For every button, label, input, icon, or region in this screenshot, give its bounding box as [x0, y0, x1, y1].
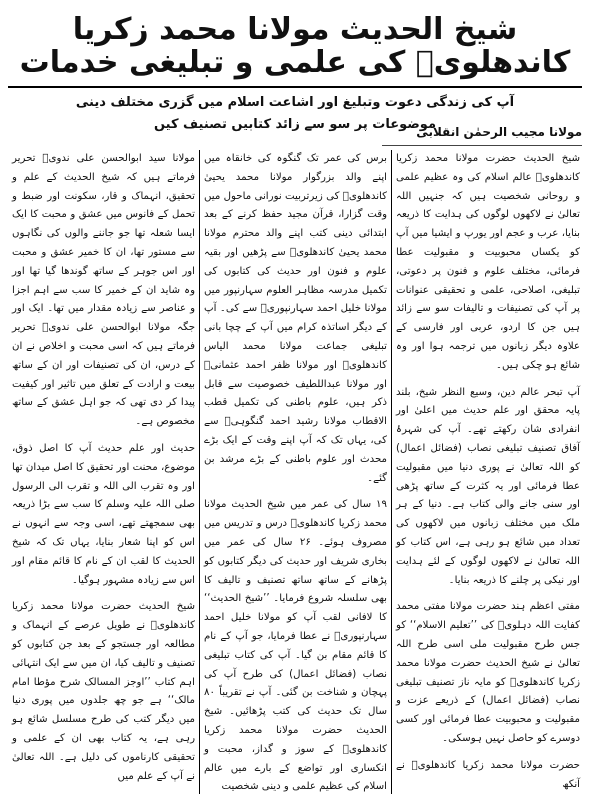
- article-headline: شیخ الحدیث مولانا محمد زکریا کاندھلویؒ کی علمی و تبلیغی خدمات: [8, 6, 582, 88]
- paragraph: مولانا سید ابوالحسن علی ندویؒ تحریر فرماتے ہیں کہ شیخ الحدیث کے علم و تحقیق، انہماک و قار، سکونت اور ضبط و تحمل کے فانوس میں عشق و محبت کا ایک ایسا شعلہ تھا جو جاننے والوں کی نگاہوں سے مستور تھا، ان کا خمیر عشق و محبت اور اس جوہر کے ساتھ گوندھا گیا تھا اور وہ شاید ان کے خمیر کا سب سے اہم اجزا و عناصر سے زیادہ مقدار میں تھا۔ ایک اور جگہ مولانا ابوالحسن علی ندویؒ تحریر فرماتے ہیں کہ اسی محبت و اخلاص نے ان کے درس، ان کی تصنیفات اور ان کے ساتھ بیعت و ارادت کے تعلق میں تاثیر اور کیفیت پیدا کر دی تھی کہ جو اہل عشق کے ساتھ مخصوص ہے۔: [12, 153, 195, 428]
- article-column-middle: [200, 150, 392, 794]
- paragraph: شیخ الحدیث حضرت مولانا محمد زکریا کاندھلویؒ نے طویل عرصے کے انہماک و مطالعہ اور جستجو کے بعد جن کتابوں کو تصنیف و تالیف کیا، ان میں سے ایک انتہائی اہم کتاب ’’اوجز المسالک شرح مؤطا امام مالک‘‘ ہے جو چھ جلدوں میں پوری دنیا میں دیگر کتب کی طرح مسلسل شائع ہو رہی ہے، یہ کتاب بھی ان کے علمی و تحقیقی کارناموں کی دلیل ہے۔ اللہ تعالیٰ نے آپ کے علم میں: [12, 601, 195, 782]
- article-subheadline: آپ کی زندگی دعوت وتبلیغ اور اشاعت اسلام میں گزری مختلف دینی موضوعات پر سو سے زائد کتابیں تصنیف کیں: [75, 95, 515, 132]
- article-column-right: [392, 150, 584, 794]
- paragraph: حضرت مولانا محمد زکریا کاندھلویؒ نے آنکھ: [396, 759, 580, 790]
- paragraph: ۱۹ سال کی عمر میں شیخ الحدیث مولانا محمد زکریا کاندھلویؒ درس و تدریس میں مصروف ہوئے۔ ۲۶ سال کی عمر میں بخاری شریف اور حدیث کی دیگر کتابوں کو پڑھانے کے ساتھ ساتھ تصنیف و تالیف کا بھی سلسلہ شروع فرمایا۔ ’’شیخ الحدیث‘‘ کا لافانی لقب آپ کو مولانا خلیل احمد سہارنپوریؒ نے عطا فرمایا، جو آپ کے نام کا قائم مقام بن گیا۔ آپ کی کتاب تبلیغی نصاب (فضائل اعمال) کی طرح آپ کی پہچان و شناخت بن گئی۔ آپ نے تقریباً ۸۰ سال تک حدیث کی کتب پڑھائیں۔ شیخ الحدیث حضرت مولانا محمد زکریا کاندھلویؒ کے سوز و گداز، محبت و انکساری اور تواضع کے بارے میں عالم اسلام کی عظیم علمی و دینی شخصیت: [204, 499, 387, 793]
- paragraph: شیخ الحدیث حضرت مولانا محمد زکریا کاندھلویؒ عالم اسلام کی وہ عظیم علمی و روحانی شخصیت ہیں کہ جنہیں اللہ تعالیٰ نے لاکھوں لوگوں کی ہدایت کا ذریعہ بنایا، عرب و عجم اور یورپ و ایشیا میں آپ کو یکساں محبوبیت و مقبولیت عطا فرمائی، مختلف علوم و فنون پر دعوتی، تبلیغی، اصلاحی، علمی و تحقیقی عنوانات پر آپ کی تصنیفات و تالیفات سو سے زائد ہیں جن کا اردو، عربی اور فارسی کے علاوہ دیگر زبانوں میں ترجمہ ہوا اور وہ شائع ہو چکی ہیں۔: [396, 153, 580, 371]
- paragraph: مفتی اعظم ہند حضرت مولانا مفتی محمد کفایت اللہ دہلویؒ کی ’’تعلیم الاسلام‘‘ کو جس طرح مقبولیت ملی اسی طرح اللہ تعالیٰ نے شیخ الحدیث حضرت مولانا محمد زکریا کاندھلویؒ کو مایہ ناز تصنیف تبلیغی نصاب (فضائل اعمال) کے ذریعے عزت و مقبولیت و محبوبیت عطا فرمائی اور کسی دوسرے کو حاصل نہیں ہوسکی۔: [396, 601, 580, 744]
- paragraph: حدیث اور علم حدیث آپ کا اصل ذوق، موضوع، محنت اور تحقیق کا اصل میدان تھا اور وہ تقرب الی اللہ و تقرب الی الرسول صلی اللہ علیہ وسلم کا سب سے بڑا ذریعہ بھی سمجھتے تھے، اسی وجہ سے انہوں نے اس کو اپنا شعار بنایا، یہاں تک کہ شیخ الحدیث کا لقب ان کے نام کا قائم مقام اور اس سے زیادہ مشہور ہوگیا۔: [12, 442, 195, 586]
- article-columns: [6, 150, 584, 794]
- article-byline: مولانا مجیب الرحمٰن انقلابی: [382, 125, 582, 146]
- paragraph: برس کی عمر تک گنگوہ کی خانقاہ میں اپنے والد بزرگوار مولانا محمد یحییٰ کاندھلویؒ کی زیرتربیت نورانی ماحول میں وقت گزارا، قرآن مجید حفظ کرنے کے بعد ابتدائی دینی کتب اپنے والد محترم مولانا محمد یحییٰ کاندھلویؒ سے پڑھیں اور بقیہ علوم و فنون اور حدیث کی کتابوں کی تکمیل مدرسہ مظاہر العلوم سہارنپور میں مولانا خلیل احمد سہارنپوریؒ سے کی۔ آپ کے دیگر اساتذہ کرام میں آپ کے چچا بانی تبلیغی جماعت مولانا محمد الیاس کاندھلویؒ اور مولانا ظفر احمد عثمانیؒ اور مولانا عبداللطیف خصوصیت سے قابل ذکر ہیں، علوم باطنی کی تکمیل قطب الاقطاب مولانا رشید احمد گنگوہیؒ سے کی، یہاں تک کہ آپ اپنے وقت کے ایک بڑے محدث اور علوم باطنی کے بڑے مرشد بن گئے۔: [204, 153, 387, 484]
- article-column-left: [8, 150, 200, 794]
- paragraph: آپ تبحر عالم دین، وسیع النظر شیخ، بلند پایہ محقق اور علم حدیث میں اعلیٰ اور انفرادی شان رکھتے تھے۔ آپ کی شہرۂ آفاق تصنیف تبلیغی نصاب (فضائل اعمال) کو اللہ تعالیٰ نے پوری دنیا میں مقبولیت عطا فرمائی اور یہ کثرت کے ساتھ پڑھی اور سنی جانے والی کتاب ہے۔ دنیا کے ہر ملک میں مختلف زبانوں میں لاکھوں کی تعداد میں شائع ہو رہی ہے، اس کتاب کو اللہ تعالیٰ نے لاکھوں لوگوں کے لئے ہدایت اور نیکی پر چلنے کا ذریعہ بنایا۔: [396, 386, 580, 586]
